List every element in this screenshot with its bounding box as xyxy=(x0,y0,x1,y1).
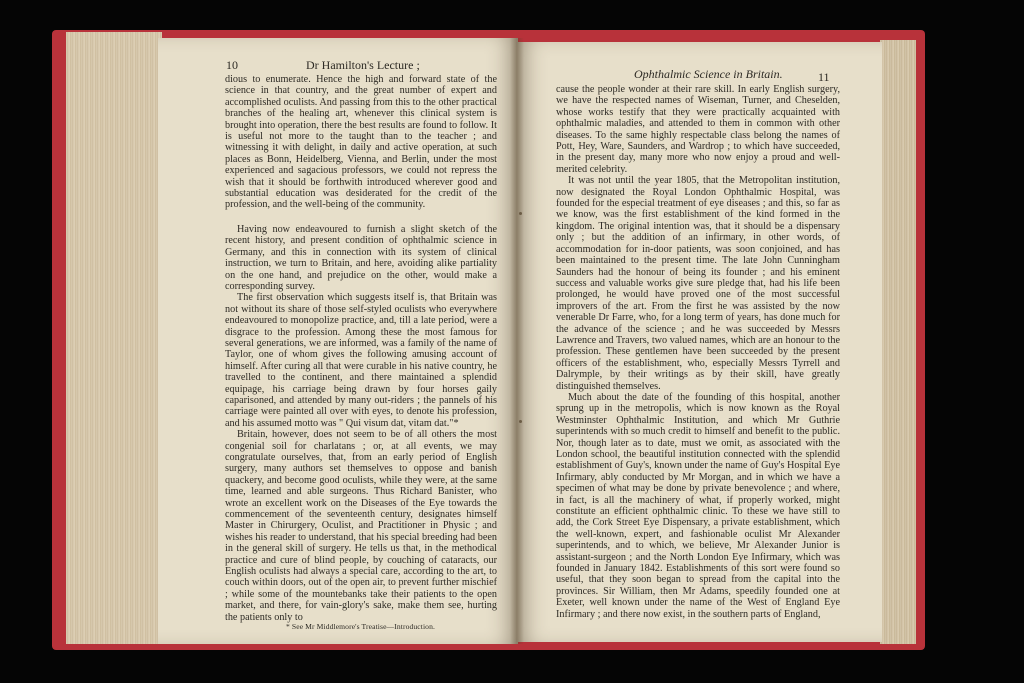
left-body-text xyxy=(225,74,497,623)
paragraph: Having now endeavoured to furnish a slight sketch of the recent history, and present condition of ophthalmic science in Germany, and this in connection with its system of clinical instruction, we turn to Britain, and here, avoiding alike partiality on the one hand, and prejudice on the other, would make a corresponding survey. xyxy=(225,223,497,292)
page-number-right: 11 xyxy=(818,70,830,84)
running-head-right: Ophthalmic Science in Britain. xyxy=(634,67,783,81)
right-page xyxy=(516,42,882,642)
footnote: * See Mr Middlemore's Treatise—Introduction. xyxy=(286,622,435,631)
paragraph: Much about the date of the founding of this hospital, another sprung up in the metropolis, which is now known as the Royal Westminster Ophthalmic Institution, and which Mr Guthrie superintends with so much credit to himself and benefit to the public. Nor, though later as to date, must we omit, as associated with the London school, the beautiful institution connected with the splendid establishment of Guy's, known under the name of Guy's Hospital Eye Infirmary, ably conducted by Mr Morgan, and in which we have a specimen of what may be done by private benevolence ; and where, in fact, is all the machinery of what, if properly worked, might constitute an efficient ophthalmic clinic. To these we have still to add, the Cork Street Eye Dispensary, a private establishment, which the well-known, expert, and fashionable oculist Mr Alexander superintends, and to which, we believe, Mr Alexander Junior is assistant-surgeon ; and the North London Eye Infirmary, which was founded in January 1842. Establishments of this sort were found so useful, that they soon began to spread from the capital into the provinces. Sir William, then Mr Adams, speedily founded one at Exeter, well known under the name of the West of England Eye Infirmary ; and there now exist, in the southern parts of England, xyxy=(556,391,840,620)
paragraph: It was not until the year 1805, that the Metropolitan institution, now designated the Royal London Ophthalmic Hospital, was founded for the especial treatment of eye diseases ; and this, so far as we know, was the first establishment of the kind formed in the kingdom. The original intention was, that it should be a dispensary only ; but the addition of an infirmary, in other words, of accommodation for in-door patients, was soon conjoined, and has been maintained to the present time. The late John Cunningham Saunders had the honour of being its founder ; and his eminent success and valuable works give sure pledge that, had his life been prolonged, he would have proved one of the most successful improvers of the art. From the first he was assisted by the now venerable Dr Farre, who, for a long term of years, has done much for the advance of the science ; and he was succeeded by Messrs Lawrence and Travers, two valued names, which are an honour to the profession. These gentlemen have been succeeded by the present officers of the establishment, who, especially Messrs Tyrrell and Dalrymple, by their writings as by their skill, have greatly distinguished themselves. xyxy=(556,175,840,392)
book-gutter xyxy=(510,38,524,644)
right-body-text xyxy=(556,84,840,620)
paragraph: The first observation which suggests itself is, that Britain was not without its share of those self-styled oculists who everywhere endeavoured to monopolize practice, and, till a late period, were a disgrace to the profession. Among these the most famous for several generations, we are informed, was a family of the name of Taylor, one of whom gives the following amusing account of himself. After curing all that were curable in his native country, he travelled to the continent, and there maintained a splendid equipage, his carriage being drawn by four horses gaily caparisoned, and attended by many out-riders ; the pannels of his carriage were painted all over with eyes, to denote his profession, and his assumed motto was " Qui visum dat, vitam dat."* xyxy=(225,292,497,429)
left-page xyxy=(158,38,518,644)
paragraph: cause the people wonder at their rare skill. In early English surgery, we have the respected names of Wiseman, Turner, and Cheselden, whose works testify that they were practically acquainted with ophthalmic maladies, and attended to them in common with other diseases. To the same highly respectable class belong the names of Pott, Hey, Ware, Saunders, and Wardrop ; to which have succeeded, in the present day, many more who now enjoy a proud and well-merited celebrity. xyxy=(556,84,840,175)
paragraph: Britain, however, does not seem to be of all others the most congenial soil for charlatans ; or, at all events, we may congratulate ourselves, that, from an early period of English surgery, many authors set themselves to oppose and banish quackery, and become good oculists, while they were, at the same time, learned and able surgeons. Thus Richard Banister, who wrote an excellent work on the Diseases of the Eye towards the commencement of the seventeenth century, designates himself Master in Chirurgery, Oculist, and Practitioner in Physic ; and wishes his reader to understand, that his special breeding had been in the general skill of surgery. He tells us that, in the methodical practice and cure of blind people, by couching of cataracts, our English oculists had always a special care, according to the art, to couch within doors, out of the open air, to prevent further mischief ; while some of the mountebanks take their patients to the open market, and there, for vain-glory's sake, make them see, hurting the patients only to xyxy=(225,429,497,623)
page-number-left: 10 xyxy=(226,58,238,72)
right-page-edges xyxy=(880,40,916,644)
left-page-edges xyxy=(66,32,162,644)
running-head-left: Dr Hamilton's Lecture ; xyxy=(306,58,420,72)
gutter-mark xyxy=(519,212,522,215)
gutter-mark xyxy=(519,420,522,423)
paragraph: dious to enumerate. Hence the high and forward state of the science in that country, and the great number of expert and accomplished oculists. And passing from this to the other practical branches of the healing art, whenever this clinical system is brought into operation, there the best results are found to follow. It is useful not more to the taught than to the teacher ; and witnessing it with delight, in daily and active operation, at such places as Bonn, Heidelberg, Vienna, and Berlin, under the most experienced and sagacious professors, we could not repress the wish that it should be forthwith introduced wherever good and substantial education was desiderated for the credit of the profession, and the well-being of the community. xyxy=(225,74,497,211)
